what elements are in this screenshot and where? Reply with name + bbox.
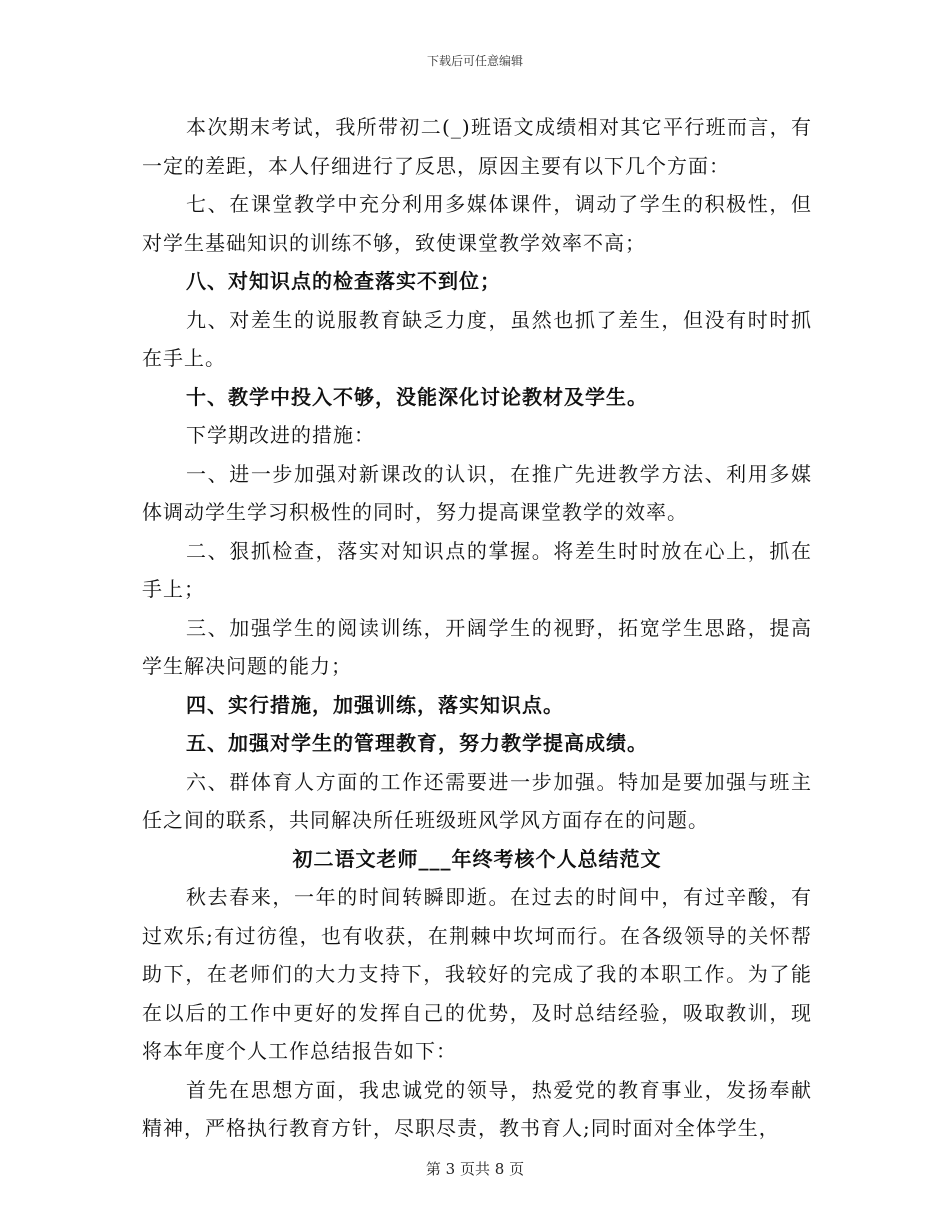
paragraph-item-10: 十、教学中投入不够，没能深化讨论教材及学生。 (186, 384, 648, 409)
paragraph-item-7: 七、在课堂教学中充分利用多媒体课件，调动了学生的积极性，但对学生基础知识的训练不够，致使课堂教学效率不高； (142, 192, 812, 255)
paragraph-item-8: 八、对知识点的检查落实不到位； (186, 269, 501, 293)
paragraph-ideology: 首先在思想方面，我忠诚党的领导，热爱党的教育事业，发扬奉献精神，严格执行教育方针，尽职尽责，教书育人;同时面对全体学生， (142, 1077, 812, 1140)
paragraph-measure-6: 六、群体育人方面的工作还需要进一步加强。特加是要加强与班主任之间的联系，共同解决所任班级班风学风方面存在的问题。 (142, 769, 812, 832)
paragraph-summary-intro: 秋去春来，一年的时间转瞬即逝。在过去的时间中，有过辛酸，有过欢乐;有过彷徨，也有收获，在荆棘中坎坷而行。在各级领导的关怀帮助下，在老师们的大力支持下，我较好的完成了我的本职工作。为了能在以后的工作中更好的发挥自己的优势，及时总结经验，吸取教训，现将本年度个人工作总结报告如下： (142, 885, 812, 1063)
paragraph-item-9: 九、对差生的说服教育缺乏力度，虽然也抓了差生，但没有时时抓在手上。 (142, 307, 812, 370)
paragraph-measure-3: 三、加强学生的阅读训练，开阔学生的视野，拓宽学生思路，提高学生解决问题的能力； (142, 615, 812, 678)
paragraph-measure-1: 一、进一步加强对新课改的认识，在推广先进教学方法、利用多媒体调动学生学习积极性的同时，努力提高课堂教学的效率。 (142, 461, 812, 524)
page-footer: 第 3 页共 8 页 (425, 1160, 525, 1178)
document-body (142, 108, 812, 1148)
paragraph-measure-5: 五、加强对学生的管理教育，努力教学提高成绩。 (186, 731, 648, 755)
paragraph-measure-4: 四、实行措施，加强训练，落实知识点。 (186, 692, 564, 717)
paragraph-intro: 本次期末考试，我所带初二(_)班语文成绩相对其它平行班而言，有一定的差距，本人仔细进行了反思，原因主要有以下几个方面： (142, 115, 812, 178)
page-header: 下载后可任意编辑 (426, 54, 523, 68)
paragraph-improvements-heading: 下学期改进的措施： (186, 423, 375, 447)
section-title: 初二语文老师___年终考核个人总结范文 (292, 846, 662, 871)
paragraph-measure-2: 二、狠抓检查，落实对知识点的掌握。将差生时时放在心上，抓在手上； (142, 538, 812, 601)
